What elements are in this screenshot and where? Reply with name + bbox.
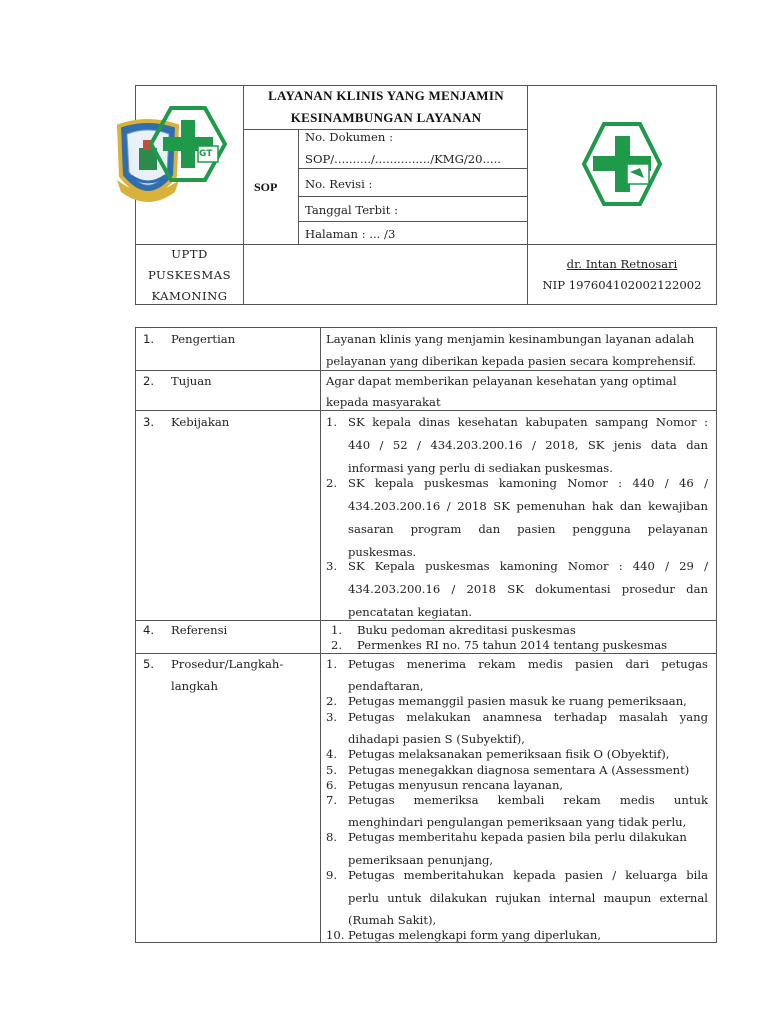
revision-number: No. Revisi : — [305, 177, 373, 191]
signer-name: dr. Intan Retnosari — [566, 257, 678, 271]
list-item: Petugas melaksanakan pemeriksaan fisik O (Obyektif), — [348, 747, 670, 761]
unit-name-line2: PUSKESMAS — [147, 268, 232, 282]
list-item: Buku pedoman akreditasi puskesmas — [357, 623, 576, 637]
document-title-line2: KESINAMBUNGAN LAYANAN — [290, 110, 482, 125]
list-number: 8. — [326, 830, 338, 844]
section-number: 3. — [143, 415, 155, 429]
section-label: Kebijakan — [171, 415, 230, 429]
list-item: 434.203.200.16 / 2018 SK pemenuhan hak dan kewajiban — [348, 499, 708, 513]
list-item: SK kepala dinas kesehatan kabupaten sampang Nomor : — [348, 415, 708, 429]
list-item: SK kepala puskesmas kamoning Nomor : 440 / 46 / — [348, 476, 708, 490]
list-item: Permenkes RI no. 75 tahun 2014 tentang puskesmas — [357, 638, 668, 652]
section-label: Referensi — [171, 623, 228, 637]
puskesmas-logo-right — [580, 120, 664, 208]
section-text: Agar dapat memberikan pelayanan kesehatan yang optimal — [326, 374, 677, 388]
list-item: puskesmas. — [348, 545, 417, 559]
list-number: 2. — [326, 694, 338, 708]
doc-number-value: SOP/........../.............../KMG/20..... — [305, 152, 501, 166]
list-item: pencatatan kegiatan. — [348, 605, 473, 619]
section-number: 5. — [143, 657, 155, 671]
list-number: 2. — [331, 638, 343, 652]
list-item: dihadapi pasien S (Subyektif), — [348, 732, 525, 746]
list-item: Petugas memberitahu kepada pasien bila perlu dilakukan — [348, 830, 687, 844]
logo-badge: GT — [199, 149, 213, 159]
list-number: 9. — [326, 868, 338, 882]
list-item: Petugas memeriksa kembali rekam medis untuk — [348, 793, 708, 807]
unit-name-line1: UPTD — [171, 247, 208, 261]
document-title-line1: LAYANAN KLINIS YANG MENJAMIN — [268, 88, 504, 103]
list-number: 3. — [326, 559, 338, 573]
section-text-line: Layanan klinis yang menjamin kesinambungan layanan adalah — [326, 332, 695, 346]
list-item: Petugas menerima rekam medis pasien dari petugas — [348, 657, 708, 671]
puskesmas-logo-left — [147, 104, 229, 184]
list-item: Petugas menegakkan diagnosa sementara A (Assessment) — [348, 763, 690, 777]
unit-name-line3: KAMONING — [151, 289, 228, 303]
list-item: 434.203.200.16 / 2018 SK dokumentasi prosedur dan — [348, 582, 708, 596]
list-item: Petugas memanggil pasien masuk ke ruang pemeriksaan, — [348, 694, 687, 708]
issue-date: Tanggal Terbit : — [305, 203, 398, 217]
list-number: 1. — [331, 623, 343, 637]
list-item: pemeriksaan penunjang, — [348, 853, 494, 867]
section-label: Pengertian — [171, 332, 236, 346]
list-number: 5. — [326, 763, 338, 777]
section-label: langkah — [171, 679, 218, 693]
list-item: (Rumah Sakit), — [348, 913, 437, 927]
list-item: Petugas menyusun rencana layanan, — [348, 778, 564, 792]
section-number: 2. — [143, 374, 155, 388]
list-item: Petugas melakukan anamnesa terhadap masalah yang — [348, 710, 708, 724]
list-item: pendaftaran, — [348, 679, 424, 693]
section-number: 1. — [143, 332, 155, 346]
list-item: perlu untuk dilakukan rujukan internal maupun external — [348, 891, 708, 905]
list-item: SK Kepala puskesmas kamoning Nomor : 440 / 29 / — [348, 559, 708, 573]
list-item: informasi yang perlu di sediakan puskesmas. — [348, 461, 613, 475]
list-number: 3. — [326, 710, 338, 724]
section-text-line: pelayanan yang diberikan kepada pasien secara komprehensif. — [326, 354, 697, 368]
list-item: sasaran program dan pasien pengguna pelayanan — [348, 522, 708, 536]
list-item: Petugas memberitahukan kepada pasien / keluarga bila — [348, 868, 708, 882]
section-label: Tujuan — [171, 374, 212, 388]
page-count: Halaman : ... /3 — [305, 227, 396, 241]
section-number: 4. — [143, 623, 155, 637]
list-number: 1. — [326, 657, 338, 671]
section-text-line: kepada masyarakat — [326, 395, 441, 409]
sop-label: SOP — [254, 180, 278, 194]
signer-nip: NIP 197604102002122002 — [542, 278, 702, 292]
list-number: 6. — [326, 778, 338, 792]
list-number: 7. — [326, 793, 338, 807]
section-text-line — [326, 373, 708, 389]
list-item: Petugas melengkapi form yang diperlukan, — [348, 928, 602, 942]
list-number: 10. — [326, 928, 345, 942]
doc-number-label: No. Dokumen : — [305, 130, 393, 144]
list-number: 2. — [326, 476, 338, 490]
section-label: Prosedur/Langkah- — [171, 657, 284, 671]
list-item: menghindari pengulangan pemeriksaan yang tidak perlu, — [348, 815, 687, 829]
list-number: 4. — [326, 747, 338, 761]
list-item: 440 / 52 / 434.203.200.16 / 2018, SK jenis data dan — [348, 438, 708, 452]
list-number: 1. — [326, 415, 338, 429]
